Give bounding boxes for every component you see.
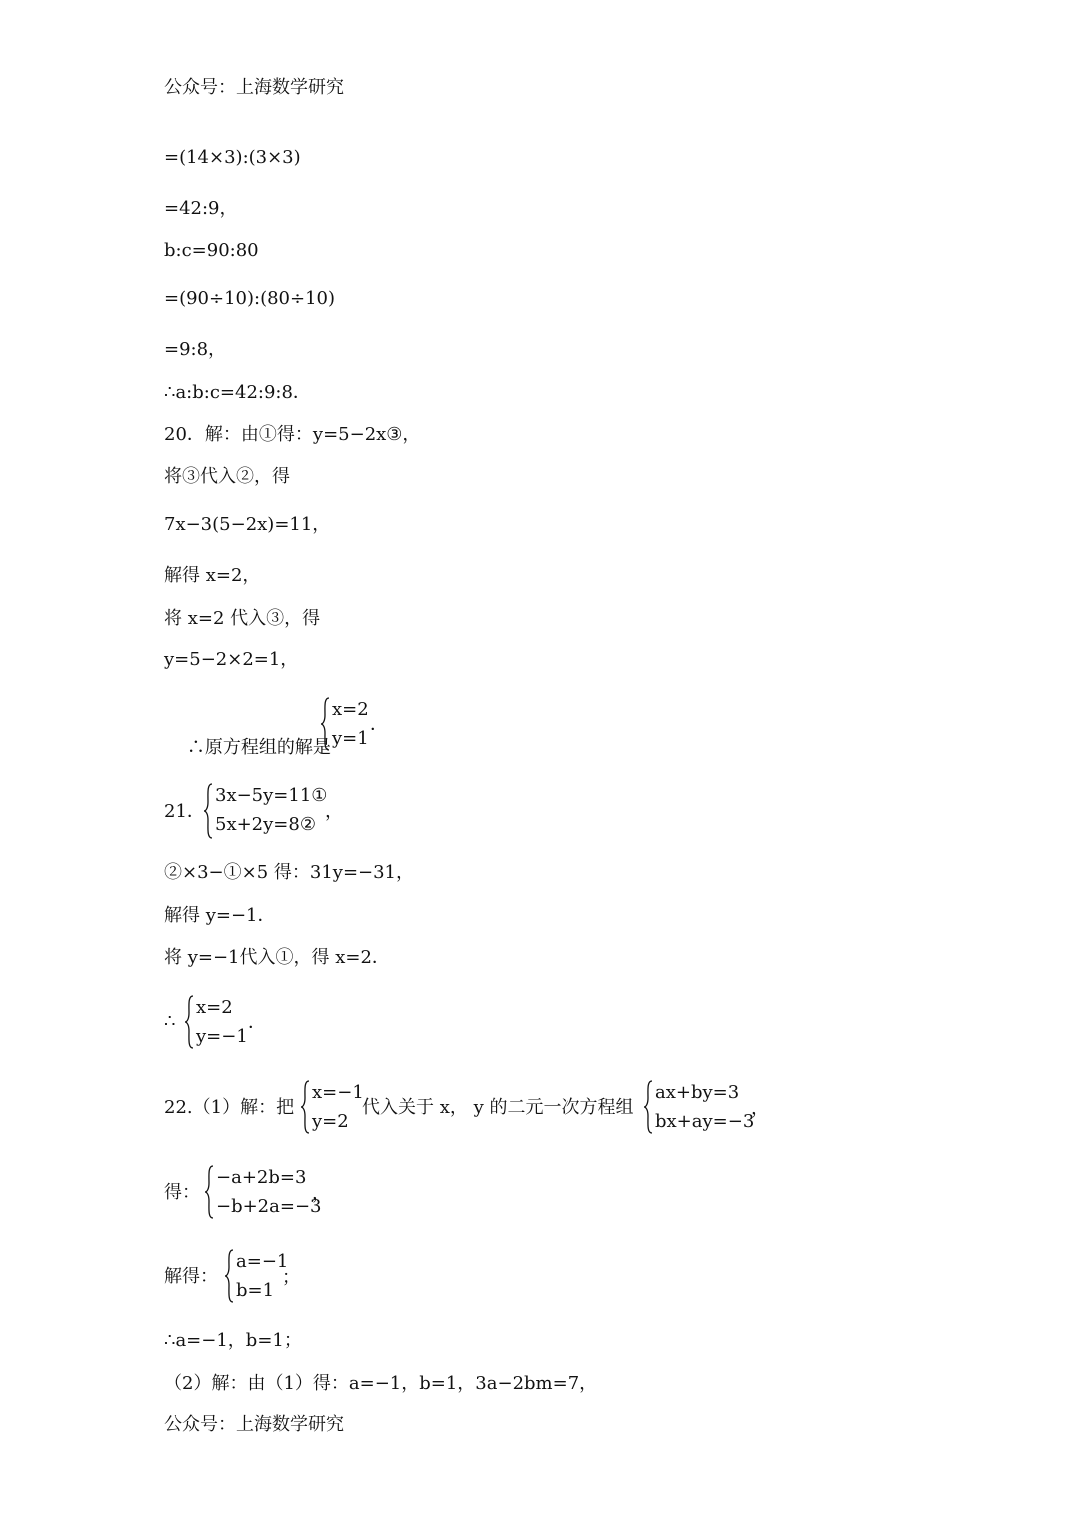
q22-equation-system: [643, 1080, 773, 1136]
math-line: =(14×3):(3×3): [164, 147, 301, 168]
q22-substitution-system: [300, 1080, 364, 1136]
page-footer: 公众号：上海数学研究: [164, 1414, 344, 1435]
system-equation: y=2: [312, 1111, 349, 1132]
math-line: =(90÷10):(80÷10): [164, 288, 336, 309]
math-line: y=5−2×2=1，: [164, 649, 299, 670]
math-line: b:c=90:80: [164, 240, 259, 261]
left-brace-icon: [184, 995, 194, 1049]
math-line: 将③代入②，得: [164, 466, 290, 487]
comma: ，: [751, 1098, 769, 1119]
therefore-symbol: ∴: [164, 1011, 176, 1032]
math-line: （2）解：由（1）得：a=−1，b=1，3a−2bm=7，: [164, 1373, 598, 1394]
period: ．: [248, 1012, 266, 1033]
system-equation: ax+by=3: [655, 1082, 740, 1103]
q21-answer-system: [184, 995, 274, 1051]
system-equation: x=2: [332, 699, 369, 720]
left-brace-icon: [204, 1165, 214, 1219]
q22-result-system: [204, 1165, 334, 1221]
system-equation: b=1: [236, 1280, 275, 1301]
period: ．: [370, 714, 388, 735]
math-line: 解得 y=−1．: [164, 905, 276, 926]
math-line: 7x−3(5−2x)=11，: [164, 514, 331, 535]
q20-solution-prefix: ∴原方程组的解是: [186, 737, 331, 758]
q20-solution-system: [320, 697, 400, 753]
system-equation: −a+2b=3: [216, 1167, 307, 1188]
q20-solution: [164, 712, 331, 784]
q22-middle-text: 代入关于 x， y 的二元一次方程组: [362, 1097, 634, 1118]
system-equation: −b+2a=−3: [216, 1196, 322, 1217]
math-line: ②×3−①×5 得：31y=−31，: [164, 862, 415, 883]
comma: ，: [312, 1183, 330, 1204]
math-line: 20．解：由①得：y=5−2x③，: [164, 424, 421, 445]
math-line: 将 y=−1代入①，得 x=2．: [164, 947, 390, 968]
left-brace-icon: [300, 1080, 310, 1134]
math-line: 将 x=2 代入③，得: [164, 608, 321, 629]
comma: ，: [325, 801, 343, 822]
left-brace-icon: [320, 697, 330, 751]
system-equation: bx+ay=−3: [655, 1111, 755, 1132]
q22-result-prefix: 得：: [164, 1182, 200, 1203]
math-line: ∴a:b:c=42:9:8．: [164, 382, 311, 403]
system-equation: y=1: [332, 728, 369, 749]
q21-label: 21．: [164, 801, 205, 822]
system-equation: 3x−5y=11①: [215, 785, 328, 806]
page-header: 公众号：上海数学研究: [164, 77, 344, 98]
math-line: =9:8，: [164, 339, 227, 360]
q21-system: [203, 783, 343, 841]
q22-solved-prefix: 解得：: [164, 1266, 218, 1287]
semicolon: ；: [282, 1267, 300, 1288]
system-equation: y=−1: [196, 1026, 248, 1047]
system-equation: x=−1: [312, 1082, 364, 1103]
q22-prefix: 22.（1）解：把: [164, 1097, 295, 1118]
system-equation: a=−1: [236, 1251, 289, 1272]
left-brace-icon: [224, 1249, 234, 1303]
system-equation: x=2: [196, 997, 233, 1018]
system-equation: 5x+2y=8②: [215, 814, 316, 835]
math-line: =42:9，: [164, 198, 238, 219]
math-line: ∴a=−1，b=1；: [164, 1330, 302, 1351]
left-brace-icon: [203, 783, 213, 839]
math-line: 解得 x=2，: [164, 565, 261, 586]
left-brace-icon: [643, 1080, 653, 1134]
q22-solved-system: [224, 1249, 314, 1305]
